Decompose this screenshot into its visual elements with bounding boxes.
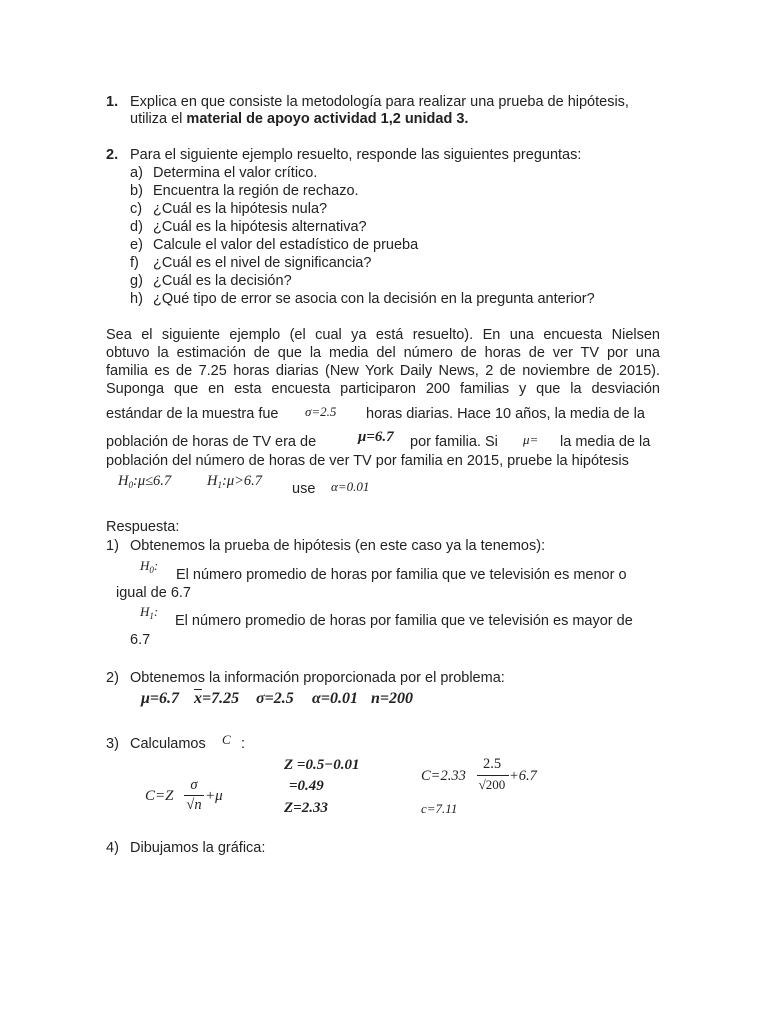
example-line7: población del número de horas de ver TV por familia en 2015, pruebe la hipótesis	[106, 453, 629, 469]
h0-subscript: 0	[128, 480, 133, 490]
q1-number: 1.	[106, 94, 119, 110]
q1-line1: Explica en que consiste la metodología para realizar una prueba de hipótesis,	[130, 94, 629, 110]
sigma-equation: σ=2.5	[305, 404, 337, 419]
step1-h1-text2: 6.7	[130, 632, 151, 648]
h1-letter: H	[207, 473, 218, 489]
c-calc-lhs: C=2.33	[421, 768, 466, 784]
step2-text: Obtenemos la información proporcionada por el problema:	[130, 670, 505, 686]
c-calc-result: c=7.11	[421, 801, 458, 816]
h1-condition: :μ>6.7	[221, 473, 263, 489]
q2-item-letter: h)	[130, 291, 143, 307]
step1-h1-sub: 1	[149, 611, 154, 621]
example-line6a: población de horas de TV era de	[106, 434, 317, 450]
xbar-value: =7.25	[202, 690, 240, 707]
example-line6c: la media de la	[560, 434, 651, 450]
step3-number: 3)	[106, 736, 119, 752]
q2-item-text: ¿Cuál es la hipótesis nula?	[153, 201, 328, 217]
info-n: n=200	[371, 690, 414, 707]
formula-tail: +μ	[205, 788, 223, 804]
mu-symbol: μ=	[523, 432, 539, 447]
z-line1: Z =0.5−0.01	[284, 757, 360, 773]
example-line6b: por familia. Si	[410, 434, 498, 450]
info-alpha: α=0.01	[312, 690, 358, 707]
step3-colon: :	[241, 736, 246, 752]
mu-equation: μ=6.7	[358, 429, 394, 445]
c-calc-tail: +6.7	[509, 768, 537, 784]
q1-line2-text: utiliza el	[130, 111, 187, 127]
step1-h0-sub: 0	[149, 565, 154, 575]
h1-subscript: 1	[217, 480, 222, 490]
q2-item-letter: g)	[130, 273, 143, 289]
q2-item-text: Encuentra la región de rechazo.	[153, 183, 359, 199]
step1-h0-text2: igual de 6.7	[116, 585, 191, 601]
z-line2: =0.49	[289, 778, 324, 794]
q2-item-letter: a)	[130, 165, 143, 181]
step1-h0-text1: El número promedio de horas por familia que ve televisión es menor o	[176, 567, 627, 583]
example-line2: obtuvo la estimación de que la media del número de horas de ver TV por una	[106, 345, 660, 361]
step3-text: Calculamos	[130, 736, 206, 752]
q2-item-letter: d)	[130, 219, 143, 235]
h0-condition: :μ≤6.7	[132, 473, 172, 489]
step1-h1-colon: :	[153, 604, 159, 619]
step1-h0-label	[140, 557, 158, 579]
q2-item-text: ¿Cuál es la decisión?	[153, 273, 292, 289]
q2-item-text: ¿Cuál es el nivel de significancia?	[153, 255, 372, 271]
step1-h1-text1: El número promedio de horas por familia que ve televisión es mayor de	[175, 613, 633, 629]
step1-h1-label	[140, 603, 158, 625]
step1-h0-letter: H	[140, 558, 150, 573]
q2-item-text: Calcule el valor del estadístico de prueba	[153, 237, 419, 253]
q2-item-letter: f)	[130, 255, 139, 271]
q2-item-text: ¿Cuál es la hipótesis alternativa?	[153, 219, 367, 235]
formula-denominator: √n	[186, 797, 202, 813]
q1-line2	[130, 110, 468, 128]
q2-item-text: Determina el valor crítico.	[153, 165, 318, 181]
info-mu: μ=6.7	[141, 690, 180, 707]
use-word: use	[292, 481, 316, 497]
formula-fraction-bar	[184, 795, 204, 796]
example-line5a: estándar de la muestra fue	[106, 406, 279, 422]
example-line5b: horas diarias. Hace 10 años, la media de la	[366, 406, 645, 422]
info-xbar	[194, 690, 239, 708]
step4-text: Dibujamos la gráfica:	[130, 840, 266, 856]
step4-number: 4)	[106, 840, 119, 856]
step1-text: Obtenemos la prueba de hipótesis (en este caso ya la tenemos):	[130, 538, 546, 554]
example-line1: Sea el siguiente ejemplo (el cual ya está resuelto). En una encuesta Nielsen	[106, 327, 660, 343]
step1-h0-colon: :	[153, 558, 159, 573]
answer-title: Respuesta:	[106, 519, 180, 535]
c-calc-denominator: √200	[478, 777, 506, 792]
step3-c-symbol: C	[222, 732, 231, 747]
step1-h1-letter: H	[140, 604, 150, 619]
c-calc-numerator: 2.5	[482, 756, 502, 772]
example-line4: Suponga que en esta encuesta participaron 200 familias y que la desviación	[106, 381, 660, 397]
step2-number: 2)	[106, 670, 119, 686]
q2-intro: Para el siguiente ejemplo resuelto, responde las siguientes preguntas:	[130, 147, 582, 163]
step1-number: 1)	[106, 538, 119, 554]
q2-item-letter: c)	[130, 201, 143, 217]
q1-line2-bold: material de apoyo actividad 1,2 unidad 3.	[186, 111, 469, 127]
q2-item-letter: b)	[130, 183, 143, 199]
h0-letter: H	[118, 473, 129, 489]
info-sigma: σ=2.5	[256, 690, 294, 707]
c-calc-fraction-bar	[477, 775, 509, 776]
q2-number: 2.	[106, 147, 119, 163]
example-line3: familia es de 7.25 horas diarias (New York Daily News, 2 de noviembre de 2015).	[106, 363, 660, 379]
h1-hypothesis	[207, 472, 262, 494]
xbar-symbol: $\overline{x}$	[194, 690, 202, 707]
q2-item-letter: e)	[130, 237, 143, 253]
formula-lhs: C=Z	[145, 788, 174, 804]
alpha-equation: α=0.01	[331, 479, 370, 494]
z-line3: Z=2.33	[284, 800, 328, 816]
formula-numerator: σ	[190, 777, 198, 793]
q2-item-text: ¿Qué tipo de error se asocia con la decisión en la pregunta anterior?	[153, 291, 595, 307]
h0-hypothesis	[118, 472, 171, 494]
